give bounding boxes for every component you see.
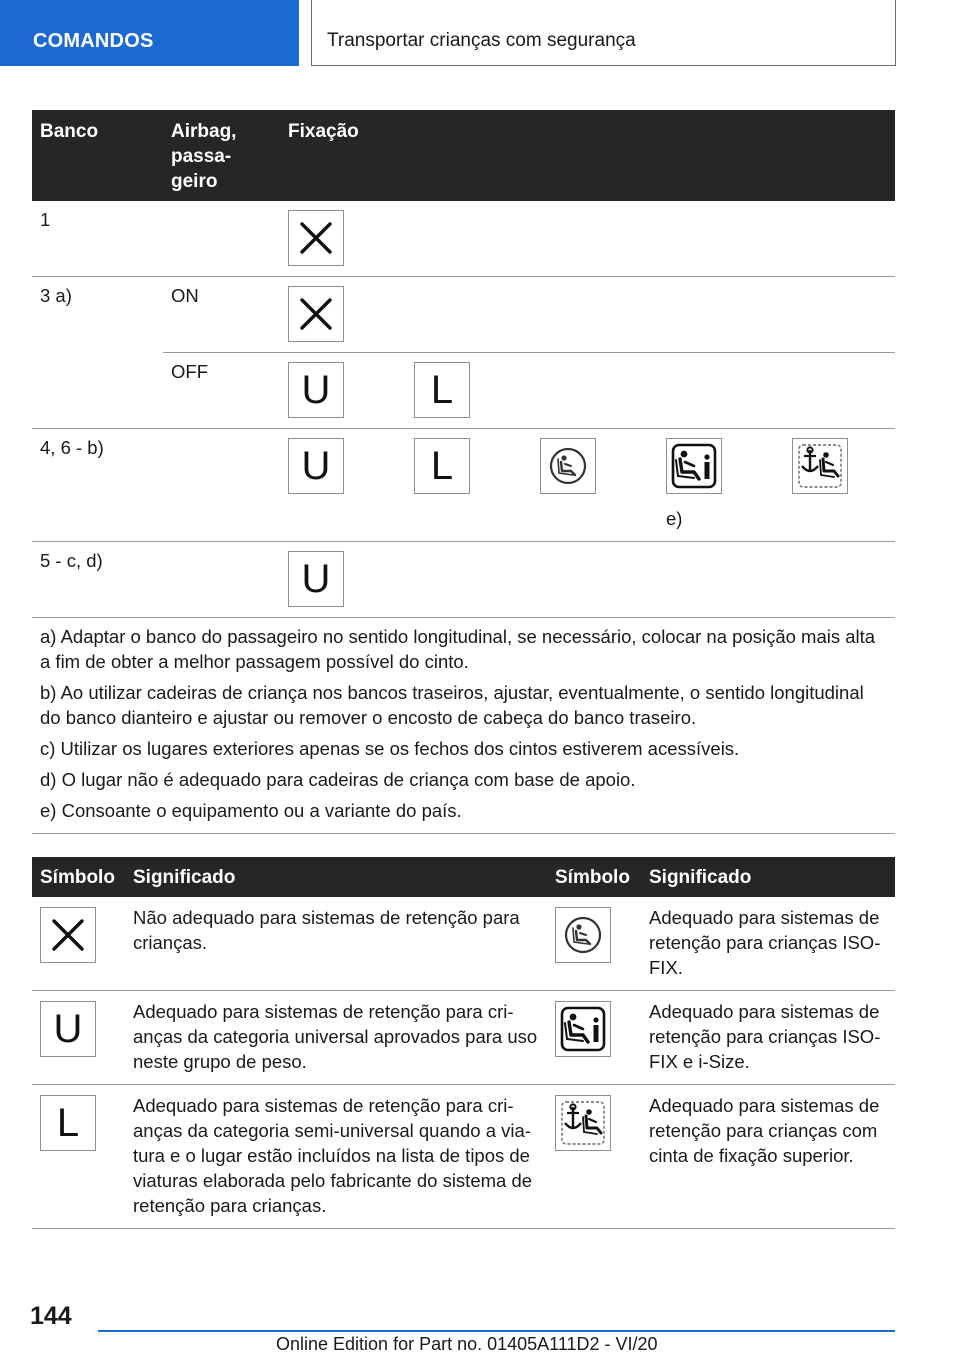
universal-icon (288, 551, 344, 607)
seat-cell: 5 - c, d) (32, 542, 163, 618)
table-row (32, 201, 895, 277)
airbag-cell (163, 201, 280, 277)
chapter-title: Transportar crianças com segurança (327, 30, 636, 51)
meaning-cell: Adequado para sistemas de retenção para cri-anças da categoria semi-universal quando a via-tura e o lugar estão incluídos na lista de tipos de viaturas elaborada pelo fabricante do sistema de retenção para crianças. (125, 1085, 547, 1229)
universal-letter: U (301, 557, 331, 601)
top-tether-icon (792, 438, 848, 494)
top-tether-icon (555, 1095, 611, 1151)
fixation-cell (280, 353, 895, 429)
symbol-cell (32, 1085, 125, 1229)
fixation-header-row (32, 110, 895, 201)
isofix-icon (555, 907, 611, 963)
symbol-cell (32, 991, 125, 1085)
seat-cell: 1 (32, 201, 163, 277)
seat-cell: 3 a) (32, 277, 163, 429)
note-e: e) Consoante o equipamento ou a variante do país. (40, 800, 462, 821)
isofix-isize-icon (666, 438, 722, 494)
notes-row (32, 618, 895, 834)
icon-slot (414, 359, 470, 418)
table-row (32, 277, 895, 353)
airbag-cell (163, 429, 280, 542)
icon-slot (288, 548, 344, 607)
note-a: a) Adaptar o banco do passageiro no sentido longitudinal, se necessário, colocar na posição mais alta a fim de obter a melhor passagem possível do cinto. (40, 626, 876, 672)
notes-cell (32, 618, 895, 834)
icon-footnote: e) (666, 508, 683, 529)
icon-slot (288, 283, 344, 342)
header-meaning-2: Significado (641, 857, 895, 897)
universal-letter: U (301, 368, 331, 412)
isofix-isize-icon (555, 1001, 611, 1057)
fixation-cell (280, 542, 895, 618)
table-row (32, 1085, 895, 1229)
cross-icon (288, 210, 344, 266)
universal-letter: U (53, 1007, 83, 1051)
universal-icon (288, 362, 344, 418)
cross-icon (288, 286, 344, 342)
meaning-cell: Adequado para sistemas de retenção para crianças ISO-FIX e i-Size. (641, 991, 895, 1085)
airbag-cell: OFF (163, 353, 280, 429)
airbag-cell (163, 542, 280, 618)
meaning-cell: Não adequado para sistemas de retenção para crianças. (125, 897, 547, 991)
meaning-cell: Adequado para sistemas de retenção para cri-anças da categoria universal aprovados para uso neste grupo de peso. (125, 991, 547, 1085)
note-c: c) Utilizar os lugares exteriores apenas se os fechos dos cintos estiverem acessíveis. (40, 738, 740, 759)
icon-slot (666, 435, 722, 531)
section-tab (0, 0, 299, 66)
note-d: d) O lugar não é adequado para cadeiras de criança com base de apoio. (40, 769, 636, 790)
icon-slot (288, 435, 344, 531)
symbol-cell (547, 1085, 641, 1229)
seat-cell: 4, 6 - b) (32, 429, 163, 542)
icon-slot (792, 435, 848, 531)
symbol-cell (547, 991, 641, 1085)
table-row (32, 542, 895, 618)
semi-universal-letter: L (430, 368, 454, 412)
table-row (32, 429, 895, 542)
semi-universal-icon (414, 438, 470, 494)
symbol-cell (547, 897, 641, 991)
symbol-cell (32, 897, 125, 991)
semi-universal-letter: L (56, 1101, 80, 1145)
universal-icon (288, 438, 344, 494)
page-number: 144 (30, 1302, 72, 1330)
edition-text: Online Edition for Part no. 01405A111D2 - VI/20 (276, 1334, 658, 1354)
table-row (32, 991, 895, 1085)
header-airbag-text: Airbag, passa-geiro (171, 121, 237, 192)
icon-slot (540, 435, 596, 531)
table-row (32, 897, 895, 991)
semi-universal-icon (414, 362, 470, 418)
cross-icon (40, 907, 96, 963)
semi-universal-icon (40, 1095, 96, 1151)
isofix-icon (540, 438, 596, 494)
meaning-cell: Adequado para sistemas de retenção para crianças com cinta de fixação superior. (641, 1085, 895, 1229)
footer-divider (98, 1330, 895, 1332)
header-symbol-2: Símbolo (547, 857, 641, 897)
symbol-table (32, 857, 895, 1229)
fixation-cell (280, 201, 895, 277)
header-symbol: Símbolo (32, 857, 125, 897)
header-fixation: Fixação (280, 110, 895, 201)
semi-universal-letter: L (430, 444, 454, 488)
meaning-cell: Adequado para sistemas de retenção para crianças ISO-FIX. (641, 897, 895, 991)
header-airbag (163, 110, 280, 201)
icon-slot (288, 207, 344, 266)
symbol-header-row (32, 857, 895, 897)
fixation-cell (280, 277, 895, 353)
universal-icon (40, 1001, 96, 1057)
section-label: COMANDOS (33, 30, 154, 52)
fixation-table (32, 110, 895, 834)
airbag-cell: ON (163, 277, 280, 353)
fixation-cell (280, 429, 895, 542)
icon-slot (288, 359, 344, 418)
universal-letter: U (301, 444, 331, 488)
note-b: b) Ao utilizar cadeiras de criança nos bancos traseiros, ajustar, eventualmente, o sentido longitudinal do banco dianteiro e ajustar ou remover o encosto de cabeça do banco traseiro. (40, 682, 864, 728)
chapter-title-box (311, 0, 896, 66)
header-meaning: Significado (125, 857, 547, 897)
header-seat: Banco (32, 110, 163, 201)
icon-slot (414, 435, 470, 531)
